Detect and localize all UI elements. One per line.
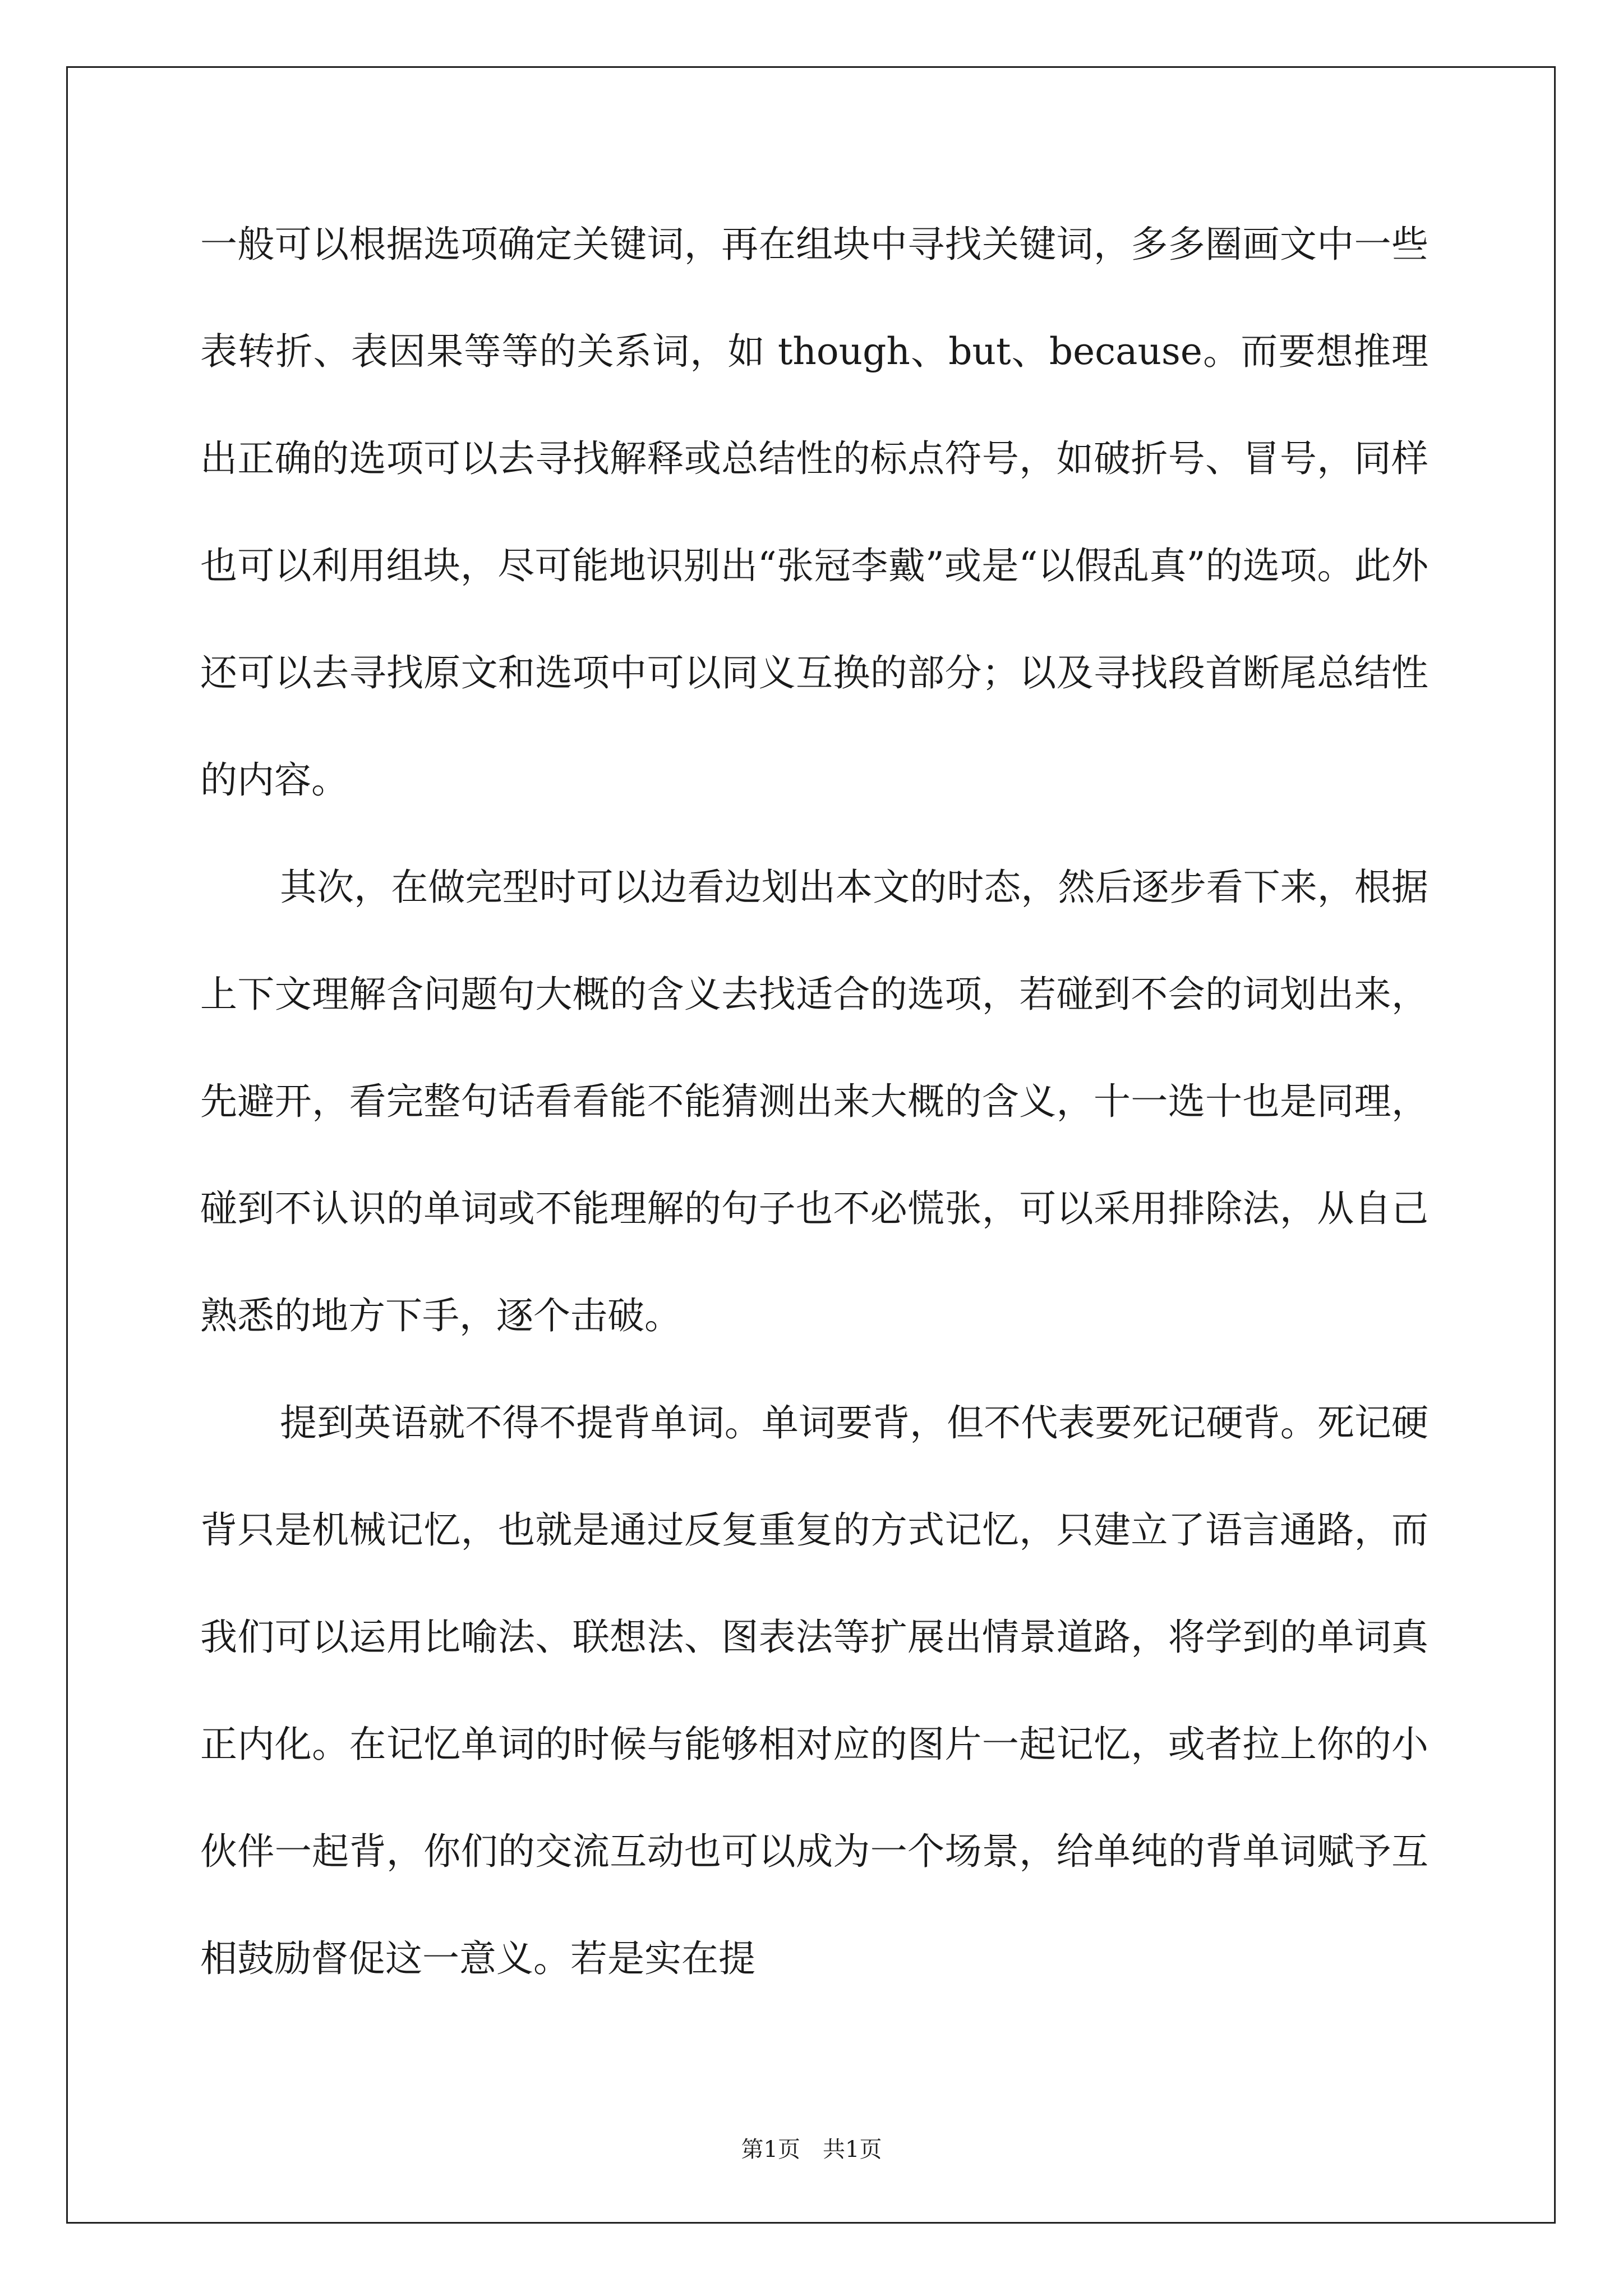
- paragraph-2: 其次，在做完型时可以边看边划出本文的时态，然后逐步看下来，根据上下文理解含问题句大概的含义去找适合的选项，若碰到不会的词划出来，先避开，看完整句话看看能不能猜测出来大概的含义，十一选十也是同理，碰到不认识的单词或不能理解的句子也不必慌张，可以采用排除法，从自己熟悉的地方下手，逐个击破。: [200, 866, 1428, 1337]
- paragraph-1: 一般可以根据选项确定关键词，再在组块中寻找关键词，多多圈画文中一些表转折、表因果等等的关系词，如 though、but、because。而要想推理出正确的选项可以去寻找解释或总结性的标点符号，如破折号、冒号，同样也可以利用组块，尽可能地识别出“张冠李戴”或是“以假乱真”的选项。此外还可以去寻找原文和选项中可以同义互换的部分；以及寻找段首断尾总结性的内容。: [200, 223, 1428, 802]
- document-body: [200, 191, 1428, 2012]
- page-number-footer: 第1页 共1页: [741, 2137, 882, 2162]
- paragraph-3: 提到英语就不得不提背单词。单词要背，但不代表要死记硬背。死记硬背只是机械记忆，也就是通过反复重复的方式记忆，只建立了语言通路，而我们可以运用比喻法、联想法、图表法等扩展出情景道路，将学到的单词真正内化。在记忆单词的时候与能够相对应的图片一起记忆，或者拉上你的小伙伴一起背，你们的交流互动也可以成为一个场景，给单纯的背单词赋予互相鼓励督促这一意义。若是实在提: [200, 1401, 1428, 1980]
